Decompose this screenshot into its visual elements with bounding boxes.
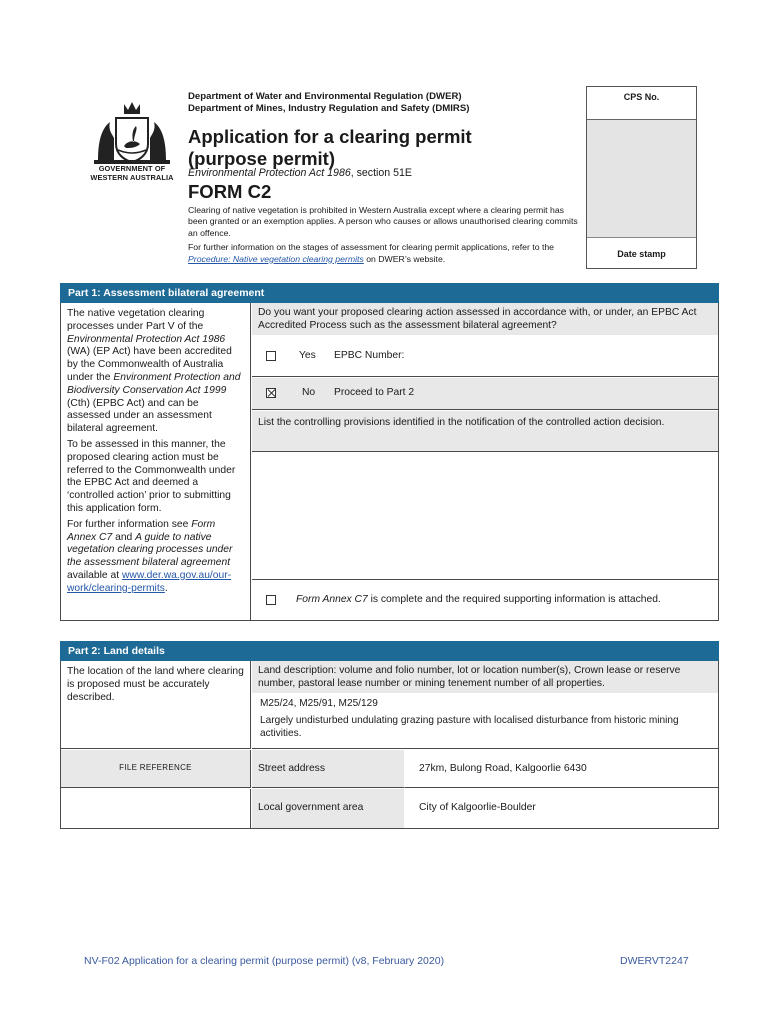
- p3-guide: A guide to native vegetation clearing processes under the assessment bilateral agreement: [67, 531, 233, 569]
- title-line-2: (purpose permit): [188, 148, 335, 169]
- cps-number-label: CPS No.: [587, 87, 696, 120]
- file-reference: FILE REFERENCE: [61, 750, 251, 788]
- p1-text-c: (Cth) (EPBC Act) and can be assessed under an assessment bilateral agreement.: [67, 397, 212, 435]
- part1-section: [60, 283, 719, 621]
- epbc-number-label: EPBC Number:: [334, 350, 405, 361]
- p3-text-a: For further information see: [67, 518, 192, 530]
- part1-explanation-p1: [67, 308, 244, 436]
- land-notes: Largely undisturbed undulating grazing pasture with localised disturbance from historic mining activities.: [260, 714, 679, 739]
- tenement-numbers: M25/24, M25/91, M25/129: [260, 698, 378, 709]
- act-section: , section 51E: [350, 167, 412, 179]
- p1-epbc-act: Environment Protection and Biodiversity Conservation Act 1999: [67, 371, 241, 396]
- part1-title: Part 1: Assessment bilateral agreement: [60, 283, 719, 303]
- part1-explanation-p3: [67, 519, 244, 596]
- land-location-note: The location of the land where clearing is proposed must be accurately described.: [61, 661, 251, 749]
- cps-stamp-area[interactable]: [587, 120, 696, 238]
- file-reference-input[interactable]: [61, 789, 251, 828]
- bilateral-question: Do you want your proposed clearing action assessed in accordance with, or under, an EPBC Act Accredited Process such as the assessment bilateral agreement?: [252, 303, 718, 336]
- part2-grid: [60, 661, 719, 829]
- p3-annex: Form Annex C7: [67, 518, 216, 543]
- part2-section: [60, 641, 719, 829]
- cps-box: [586, 86, 697, 269]
- crest-caption-line-1: GOVERNMENT OF: [98, 164, 166, 173]
- footer-form-version: NV-F02 Application for a clearing permit (purpose permit) (v8, February 2020): [84, 955, 445, 967]
- controlling-provisions-label: List the controlling provisions identified in the notification of the controlled action decision.: [252, 411, 718, 452]
- annex-checkbox[interactable]: [266, 595, 276, 605]
- department-names: [188, 91, 469, 115]
- p3-text-d: .: [164, 582, 168, 594]
- p1-ep-act: Environmental Protection Act 1986: [67, 333, 226, 345]
- yes-checkbox[interactable]: [266, 351, 276, 361]
- annex-rest: is complete and the required supporting information is attached.: [367, 594, 661, 605]
- lga-value[interactable]: City of Kalgoorlie-Boulder: [419, 802, 536, 813]
- crest-caption: [78, 164, 186, 182]
- epbc-number-input[interactable]: [428, 344, 708, 368]
- yes-row: [252, 336, 718, 377]
- act-reference: [188, 167, 412, 179]
- lga-label: Local government area: [252, 789, 405, 828]
- dept-dwer: Department of Water and Environmental Regulation (DWER): [188, 91, 462, 102]
- part1-explanation: [61, 303, 251, 620]
- part2-title: Part 2: Land details: [60, 641, 719, 661]
- annex-name: Form Annex C7: [296, 594, 368, 605]
- no-row: [252, 378, 718, 410]
- no-checkbox-checked[interactable]: [266, 388, 276, 398]
- clearing-permits-link[interactable]: www.der.wa.gov.au/our-work/clearing-permits: [67, 569, 232, 594]
- annex-row: [252, 581, 718, 620]
- p3-text-c: available at: [67, 569, 122, 581]
- intro-text: [188, 205, 580, 268]
- intro-2-end: on DWER’s website.: [363, 253, 446, 264]
- footer-doc-id: DWERVT2247: [620, 955, 689, 967]
- procedure-link[interactable]: Procedure: Native vegetation clearing permits: [188, 253, 364, 264]
- page-title: [188, 126, 472, 170]
- part1-explanation-p2: To be assessed in this manner, the proposed clearing action must be referred to the Commonwealth under the EPBC Act and deemed a ‘controlled action’ prior to submitting this application form.: [67, 438, 236, 514]
- intro-2-start: For further information on the stages of assessment for clearing permit applications, refer to the: [188, 242, 555, 253]
- crest-caption-line-2: WESTERN AUSTRALIA: [90, 173, 174, 182]
- p1-text-a: The native vegetation clearing processes under Part V of the: [67, 308, 205, 332]
- annex-statement: [296, 594, 661, 607]
- date-stamp-label: Date stamp: [617, 249, 666, 259]
- land-description-value[interactable]: [252, 693, 718, 749]
- proceed-label: Proceed to Part 2: [334, 387, 415, 398]
- p1-text-b: (WA) (EP Act) have been accredited by the Commonwealth of Australia under the: [67, 346, 232, 383]
- no-label: No: [302, 387, 316, 398]
- dept-dmirs: Department of Mines, Industry Regulation and Safety (DMIRS): [188, 103, 470, 114]
- intro-paragraph-1: Clearing of native vegetation is prohibited in Western Australia except where a clearing permit has been granted or an exemption applies. A person who causes or allows unauthorised clearing commits an offence.: [188, 205, 578, 238]
- part1-grid: [60, 303, 719, 621]
- yes-label: Yes: [299, 350, 316, 361]
- controlling-provisions-input[interactable]: [252, 452, 718, 580]
- street-address-value[interactable]: 27km, Bulong Road, Kalgoorlie 6430: [405, 750, 718, 788]
- intro-paragraph-2: [188, 242, 580, 265]
- act-name: Environmental Protection Act 1986: [188, 167, 351, 179]
- street-address-label: Street address: [252, 750, 405, 788]
- land-description-label: Land description: volume and folio number, lot or location number(s), Crown lease or reserve number, pastoral lease number or mining tenement number of all properties.: [252, 661, 718, 693]
- form-code: FORM C2: [188, 181, 272, 202]
- p3-text-b: and: [112, 531, 136, 543]
- title-line-1: Application for a clearing permit: [188, 126, 472, 147]
